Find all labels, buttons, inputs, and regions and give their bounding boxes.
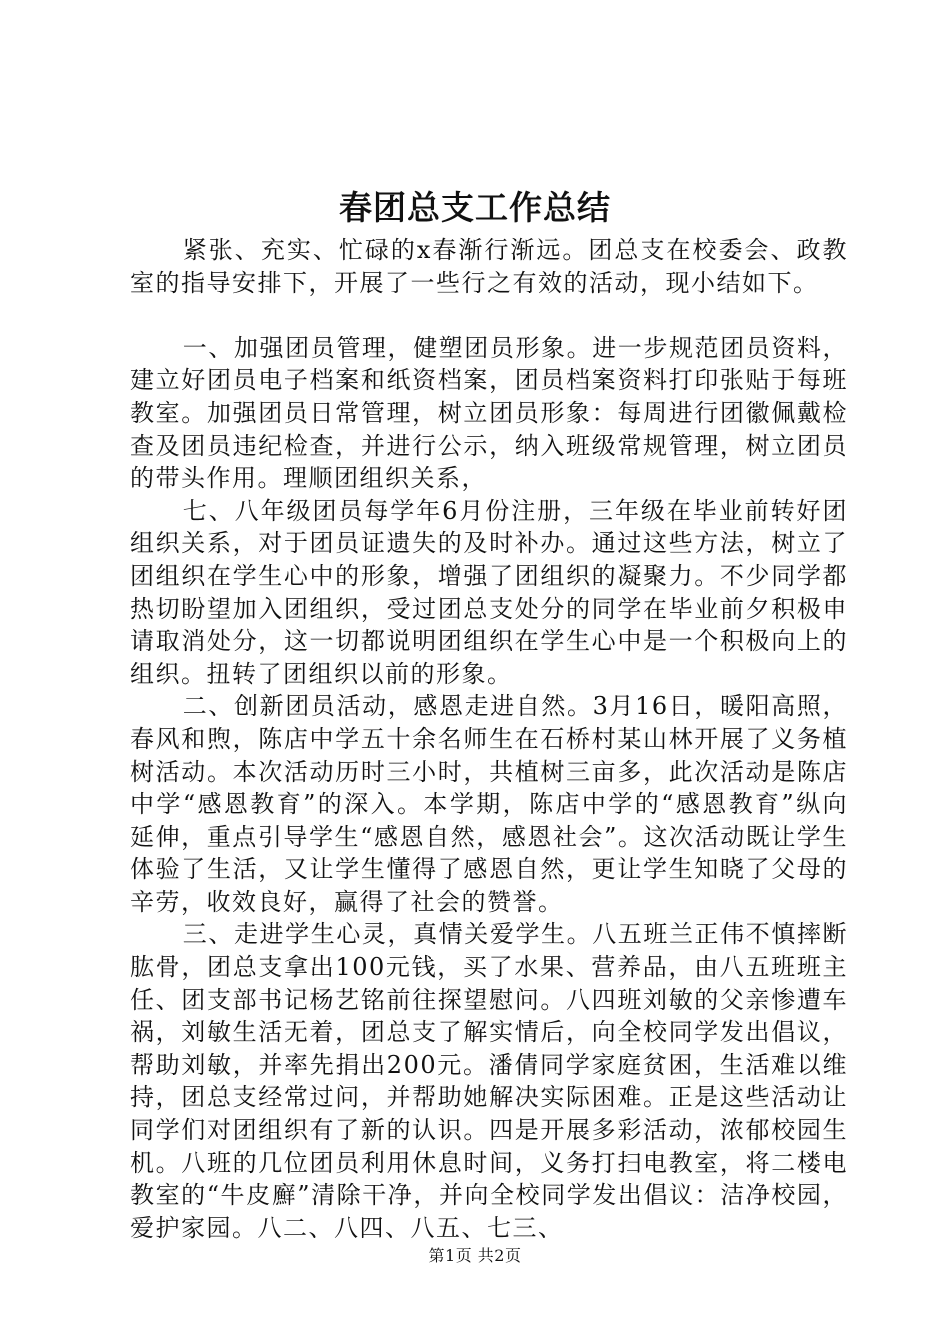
section-one-continued-paragraph: 七、八年级团员每学年6月份注册，三年级在毕业前转好团组织关系，对于团员证遗失的及时补办。通过这些方法，树立了团组织在学生心中的形象，增强了团组织的凝聚力。不少同学都热切盼望加入团组织，受过团总支处分的同学在毕业前夕积极申请取消处分，这一切都说明团组织在学生心中是一个积极向上的组织。扭转了团组织以前的形象。	[130, 496, 848, 688]
section-two-paragraph: 二、创新团员活动，感恩走进自然。3月16日，暖阳高照，春风和煦，陈店中学五十余名师生在石桥村某山林开展了义务植树活动。本次活动历时三小时，共植树三亩多，此次活动是陈店中学“感恩教育”的深入。本学期，陈店中学的“感恩教育”纵向延伸，重点引导学生“感恩自然，感恩社会”。这次活动既让学生体验了生活，又让学生懂得了感恩自然，更让学生知晓了父母的辛劳，收效良好，赢得了社会的赞誉。	[130, 692, 848, 916]
section-one-paragraph: 一、加强团员管理，健塑团员形象。进一步规范团员资料，建立好团员电子档案和纸资档案，团员档案资料打印张贴于每班教室。加强团员日常管理，树立团员形象：每周进行团徽佩戴检查及团员违纪检查，并进行公示，纳入班级常规管理，树立团员的带头作用。理顺团组织关系，	[130, 333, 848, 493]
document-body	[130, 234, 848, 1244]
page-number-footer: 第1页 共2页	[428, 1246, 522, 1265]
intro-paragraph: 紧张、充实、忙碌的x春渐行渐远。团总支在校委会、政教室的指导安排下，开展了一些行之有效的活动，现小结如下。	[130, 236, 848, 297]
section-three-paragraph: 三、走进学生心灵，真情关爱学生。八五班兰正伟不慎摔断肱骨，团总支拿出100元钱，买了水果、营养品，由八五班班主任、团支部书记杨艺铭前往探望慰问。八四班刘敏的父亲惨遭车祸，刘敏生活无着，团总支了解实情后，向全校同学发出倡议，帮助刘敏，并率先捐出200元。潘倩同学家庭贫困，生活难以维持，团总支经常过问，并帮助她解决实际困难。正是这些活动让同学们对团组织有了新的认识。四是开展多彩活动，浓郁校园生机。八班的几位团员利用休息时间，义务打扫电教室，将二楼电教室的“牛皮廯”清除干净，并向全校同学发出倡议：洁净校园，爱护家园。八二、八四、八五、七三、	[130, 920, 848, 1242]
document-title: 春团总支工作总结	[339, 188, 611, 227]
